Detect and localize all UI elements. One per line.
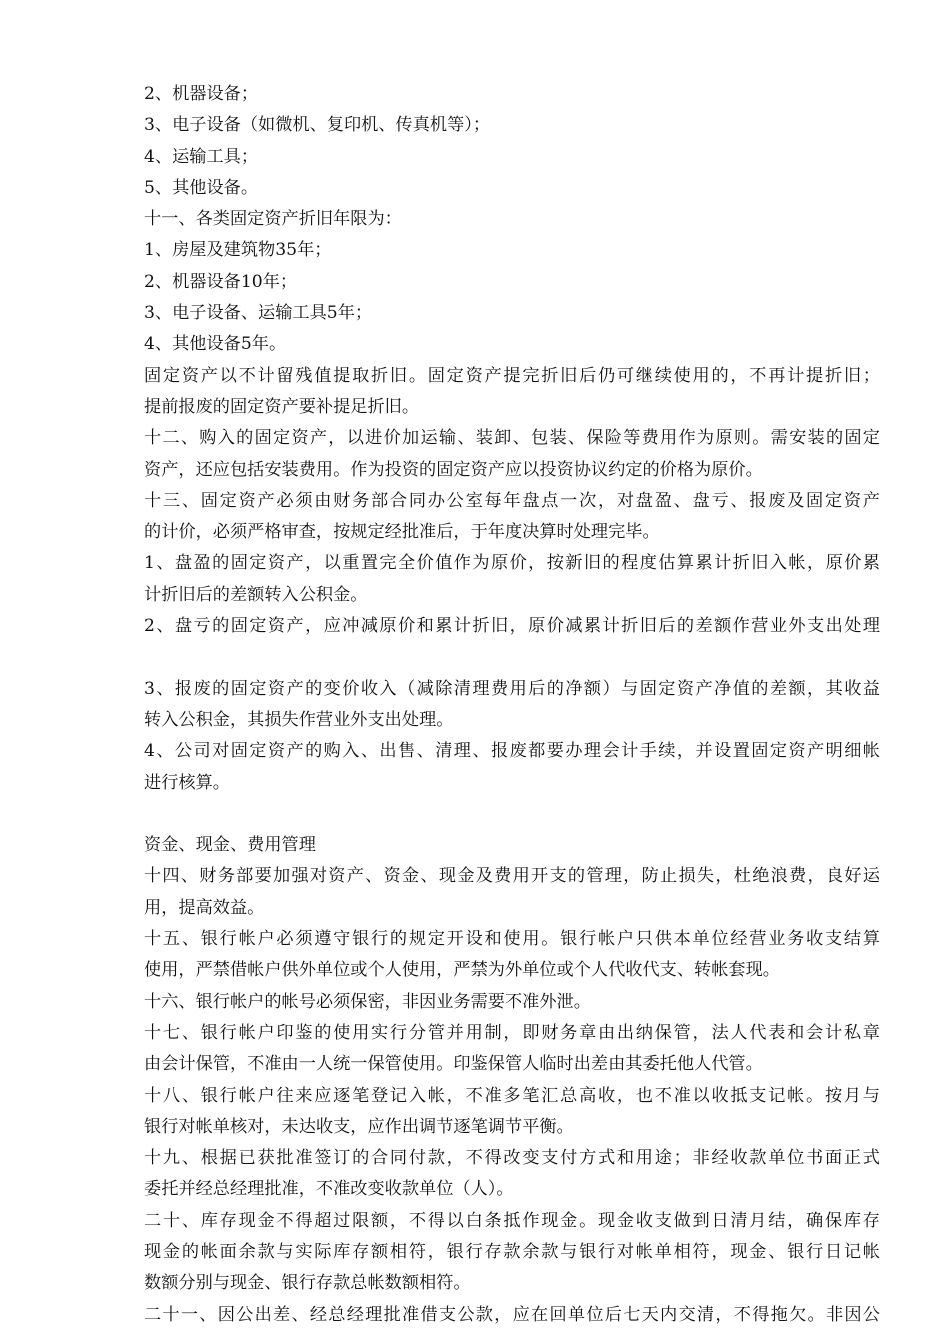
text-line: 二十、库存现金不得超过限额，不得以白条抵作现金。现金收支做到日清月结，确保库存 — [144, 1210, 880, 1231]
blank-line — [144, 642, 880, 673]
text-line: 十三、固定资产必须由财务部合同办公室每年盘点一次，对盘盈、盘亏、报废及固定资产 — [144, 490, 880, 511]
blank-line — [144, 799, 880, 830]
text-line: 十一、各类固定资产折旧年限为： — [144, 209, 402, 230]
text-line: 十七、银行帐户印鉴的使用实行分管并用制，即财务章由出纳保管，法人代表和会计私章 — [144, 1022, 880, 1043]
text-line: 转入公积金，其损失作营业外支出处理。 — [144, 709, 454, 730]
text-line: 4、其他设备5年。 — [144, 334, 287, 355]
text-line: 现金的帐面余款与实际库存额相符，银行存款余款与银行对帐单相符，现金、银行日记帐 — [144, 1241, 880, 1262]
text-line: 3、报废的固定资产的变价收入（减除清理费用后的净额）与固定资产净值的差额，其收益 — [144, 678, 880, 699]
text-line: 的计价，必须严格审查，按规定经批准后，于年度决算时处理完毕。 — [144, 522, 660, 543]
text-line: 2、机器设备； — [144, 84, 259, 104]
text-line: 4、运输工具； — [144, 146, 259, 167]
text-line: 用，提高效益。 — [144, 897, 265, 918]
text-line: 3、电子设备、运输工具5年； — [144, 303, 373, 324]
text-line: 2、盘亏的固定资产，应冲减原价和累计折旧，原价减累计折旧后的差额作营业外支出处理 — [144, 616, 880, 637]
text-line: 固定资产以不计留残值提取折旧。固定资产提完折旧后仍可继续使用的，不再计提折旧； — [144, 365, 880, 386]
text-line: 5、其他设备。 — [144, 177, 259, 198]
text-line: 十二、购入的固定资产，以进价加运输、装卸、包装、保险等费用作为原则。需安装的固定 — [144, 428, 880, 449]
text-line: 十四、财务部要加强对资产、资金、现金及费用开支的管理，防止损失，杜绝浪费，良好运 — [144, 866, 880, 887]
text-line: 银行对帐单核对，未达收支，应作出调节逐笔调节平衡。 — [144, 1116, 574, 1137]
text-line: 十八、银行帐户往来应逐笔登记入帐，不准多笔汇总高收，也不准以收抵支记帐。按月与 — [144, 1085, 880, 1106]
text-line: 进行核算。 — [144, 772, 230, 793]
text-line: 计折旧后的差额转入公积金。 — [144, 584, 368, 605]
document-page — [144, 79, 880, 1331]
text-line: 资产，还应包括安装费用。作为投资的固定资产应以投资协议约定的价格为原价。 — [144, 459, 763, 480]
text-line: 2、机器设备10年； — [144, 271, 298, 292]
text-line: 4、公司对固定资产的购入、出售、清理、报废都要办理会计手续，并设置固定资产明细帐 — [144, 741, 880, 762]
text-line: 十六、银行帐户的帐号必须保密，非因业务需要不准外泄。 — [144, 991, 591, 1012]
text-line: 委托并经总经理批准，不准改变收款单位（人）。 — [144, 1179, 514, 1200]
text-line: 使用，严禁借帐户供外单位或个人使用，严禁为外单位或个人代收代支、转帐套现。 — [144, 960, 780, 981]
text-line: 数额分别与现金、银行存款总帐数额相符。 — [144, 1273, 471, 1294]
text-line: 十五、银行帐户必须遵守银行的规定开设和使用。银行帐户只供本单位经营业务收支结算 — [144, 929, 880, 950]
text-line: 1、房屋及建筑物35年； — [144, 240, 332, 261]
text-line: 二十一、因公出差、经总经理批准借支公款，应在回单位后七天内交清，不得拖欠。非因公 — [144, 1304, 880, 1325]
text-line: 由会计保管，不准由一人统一保管使用。印鉴保管人临时出差由其委托他人代管。 — [144, 1054, 763, 1075]
text-line: 3、电子设备（如微机、复印机、传真机等）； — [144, 115, 491, 136]
text-line: 资金、现金、费用管理 — [144, 835, 316, 856]
text-line: 提前报废的固定资产要补提足折旧。 — [144, 396, 420, 417]
text-line: 十九、根据已获批准签订的合同付款，不得改变支付方式和用途；非经收款单位书面正式 — [144, 1148, 880, 1169]
text-line: 1、盘盈的固定资产，以重置完全价值作为原价，按新旧的程度估算累计折旧入帐，原价累 — [144, 553, 880, 574]
